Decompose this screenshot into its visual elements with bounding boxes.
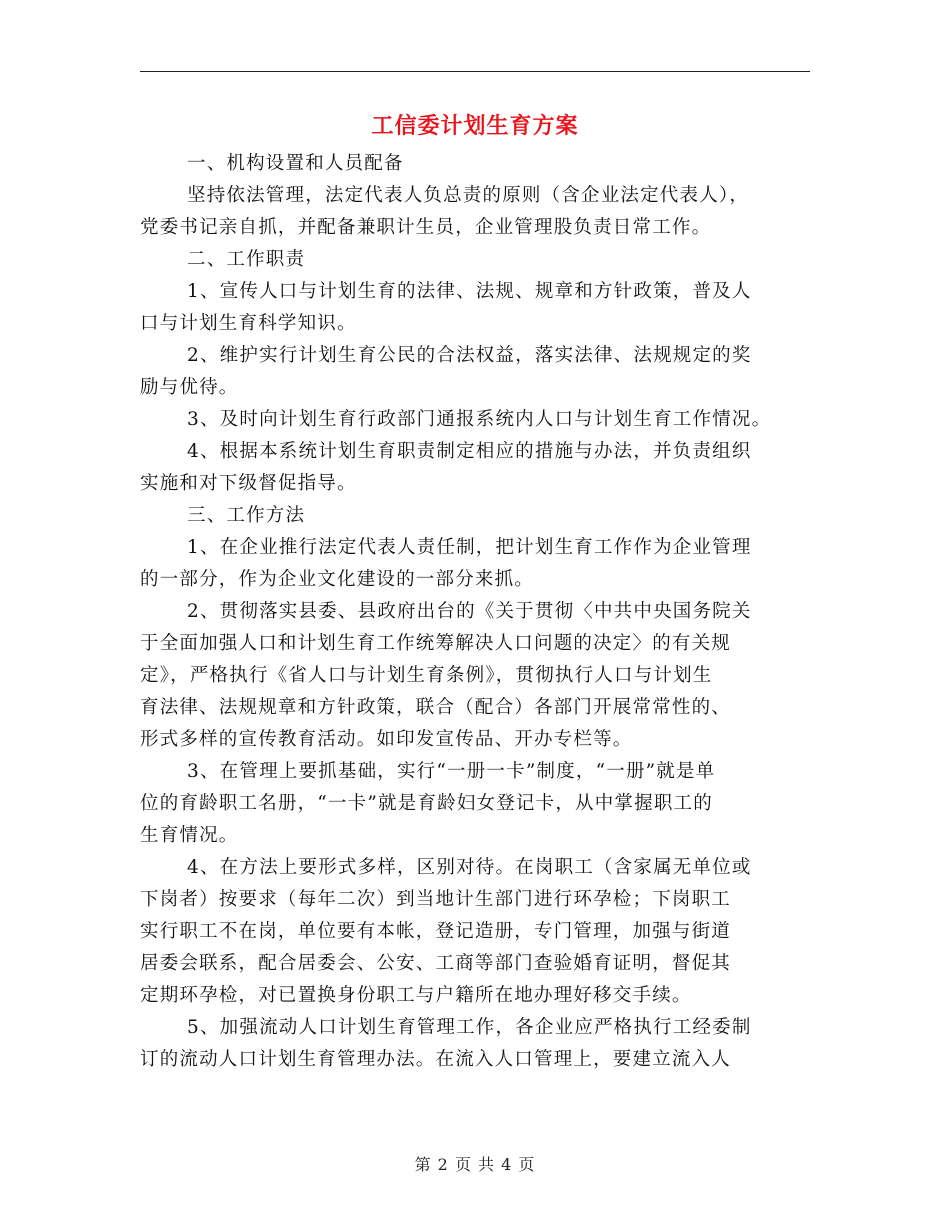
text-line: 订的流动人口计划生育管理办法。在流入人口管理上，要建立流入人 xyxy=(140,1049,732,1070)
heading-section-1 xyxy=(140,148,815,180)
text-line: 一、机构设置和人员配备 xyxy=(187,153,404,174)
paragraph-duty-2 xyxy=(140,340,815,404)
paragraph-method-1 xyxy=(140,532,815,596)
heading-section-3 xyxy=(140,500,815,532)
page-number: 第 2 页 共 4 页 xyxy=(414,1155,536,1174)
document-title: 工信委计划生育方案 xyxy=(371,113,579,139)
paragraph-duty-4 xyxy=(140,436,815,500)
text-line: 的一部分，作为企业文化建设的一部分来抓。 xyxy=(140,569,535,590)
text-line: 育法律、法规规章和方针政策，联合（配合）各部门开展常常性的、 xyxy=(140,697,732,718)
text-line: 3、在管理上要抓基础，实行“一册一卡”制度，“一册”就是单 xyxy=(187,761,716,782)
paragraph-method-3 xyxy=(140,756,815,852)
text-line: 2、贯彻落实县委、县政府出台的《关于贯彻〈中共中央国务院关 xyxy=(187,601,752,622)
text-line: 党委书记亲自抓，并配备兼职计生员，企业管理股负责日常工作。 xyxy=(140,217,712,238)
text-line: 定》，严格执行《省人口与计划生育条例》，贯彻执行人口与计划生 xyxy=(140,665,713,686)
text-line: 居委会联系，配合居委会、公安、工商等部门查验婚育证明，督促其 xyxy=(140,953,732,974)
paragraph-method-4 xyxy=(140,852,815,1012)
text-line: 生育情况。 xyxy=(140,825,239,846)
text-line: 4、根据本系统计划生育职责制定相应的措施与办法，并负责组织 xyxy=(187,441,752,462)
text-line: 实施和对下级督促指导。 xyxy=(140,473,357,494)
text-line: 定期环孕检，对已置换身份职工与户籍所在地办理好移交手续。 xyxy=(140,985,692,1006)
text-line: 位的育龄职工名册，“一卡”就是育龄妇女登记卡，从中掌握职工的 xyxy=(140,793,713,814)
text-line: 于全面加强人口和计划生育工作统筹解决人口问题的决定〉的有关规 xyxy=(140,633,732,654)
text-line: 三、工作方法 xyxy=(187,505,306,526)
text-line: 3、及时向计划生育行政部门通报系统内人口与计划生育工作情况。 xyxy=(187,409,772,430)
text-line: 5、加强流动人口计划生育管理工作，各企业应严格执行工经委制 xyxy=(187,1017,752,1038)
paragraph-duty-3 xyxy=(140,404,815,436)
text-line: 口与计划生育科学知识。 xyxy=(140,313,357,334)
text-line: 1、在企业推行法定代表人责任制，把计划生育工作作为企业管理 xyxy=(187,537,752,558)
text-line: 实行职工不在岗，单位要有本帐，登记造册，专门管理，加强与街道 xyxy=(140,921,732,942)
text-line: 2、维护实行计划生育公民的合法权益，落实法律、法规规定的奖 xyxy=(187,345,752,366)
paragraph-method-5 xyxy=(140,1012,815,1076)
text-line: 励与优待。 xyxy=(140,377,239,398)
text-line: 下岗者）按要求（每年二次）到当地计生部门进行环孕检；下岗职工 xyxy=(140,889,732,910)
paragraph-duty-1 xyxy=(140,276,815,340)
header-rule xyxy=(140,71,810,72)
paragraph-organization xyxy=(140,180,815,244)
text-line: 二、工作职责 xyxy=(187,249,306,270)
text-line: 4、在方法上要形式多样，区别对待。在岗职工（含家属无单位或 xyxy=(187,857,752,878)
text-line: 1、宣传人口与计划生育的法律、法规、规章和方针政策，普及人 xyxy=(187,281,752,302)
heading-section-2 xyxy=(140,244,815,276)
paragraph-method-2 xyxy=(140,596,815,756)
text-line: 形式多样的宣传教育活动。如印发宣传品、开办专栏等。 xyxy=(140,729,633,750)
document-body xyxy=(140,148,815,1076)
text-line: 坚持依法管理，法定代表人负总责的原则（含企业法定代表人）， xyxy=(187,185,750,206)
